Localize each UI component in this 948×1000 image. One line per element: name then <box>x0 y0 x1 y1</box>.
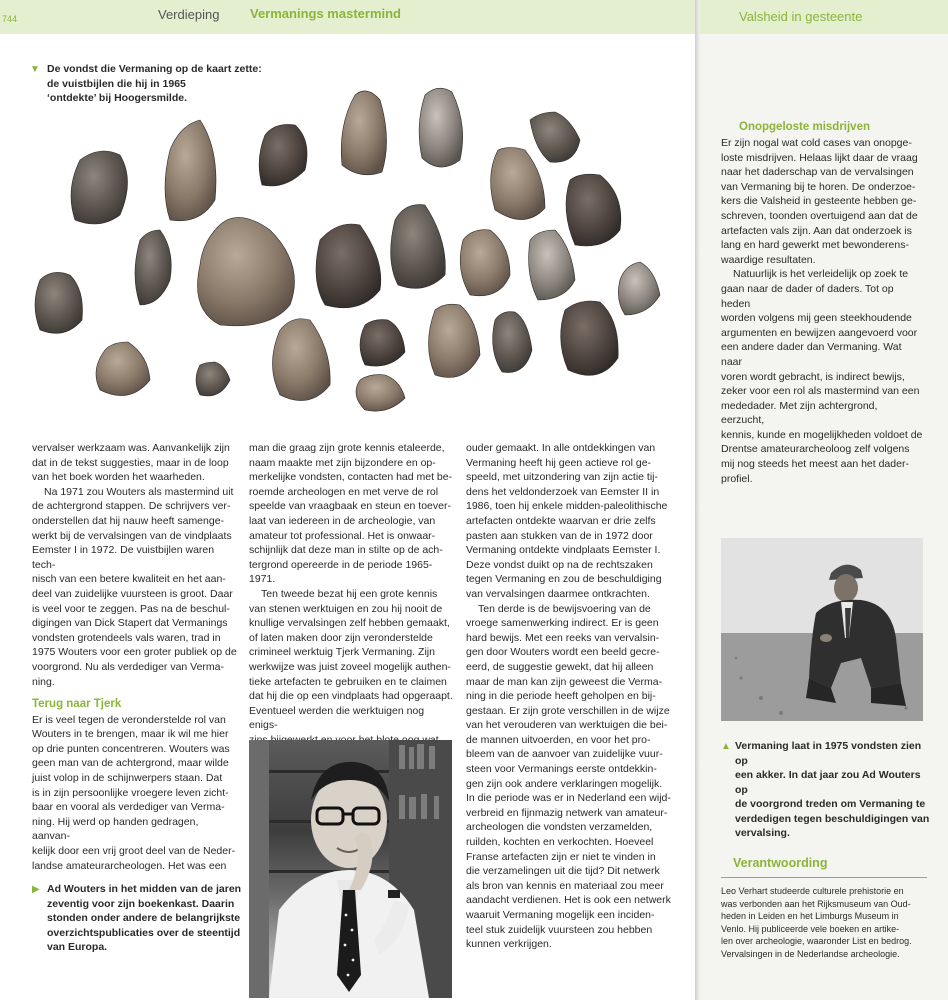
body-column-1: vervalser werkzaam was. Aanvankelijk zijn dat in de tekst suggesties, maar in de loop van het boek worden het waarheden. Na 1971 zou Wouters als mastermind uit de achtergrond stappen. De schrijvers ver- onderstellen dat hij nauw heeft samenge- werkt bij de vervalsingen van de vindplaats Eemster I in 1972. De vuistbijlen waren tech- nisch van een betere kwaliteit en het aan- deel van zuidelijke vuursteen is groot. Daar is veel voor te zeggen. Pas na de beschul- digingen van Dick Stapert dat Vermanings vondsten grotendeels vals waren, trad in 1975 Wouters voor een groter publiek op de voorgrond. Nu als verdediger van Verma- ning. Terug naar Tjerk Er is veel tegen de veronderstelde rol van Wouters in te brengen, maar ik wil me hier op drie punten concentreren. Wouters was geen man van de achtergrond, maar wilde juist volop in de schijnwerpers staan. Dat is in zijn persoonlijke vroegere leven zicht- baar en vooral als verdediger van Verma- ning. Hij werd op handen gedragen, aanvan- kelijk door een vrij groot deel van de Neder- landse amateurarcheologen. Het was een <box>32 442 237 872</box>
page-number: 744 <box>2 14 18 24</box>
vermaning-photo <box>721 538 923 721</box>
caption-arrow-icon: ▼ <box>30 64 40 75</box>
sidebar-text: Er zijn nogal wat cold cases van onopge- loste misdrijven. Helaas lijkt daar de vraag naar het daderschap van de vervalsingen van Vermaning bij te horen. De onderzoe- kers die Valsheid in gesteente hebben ge- schreven, toonden overtuigend aan dat de artefacten vals zijn. Aan dat onderzoek is lang en hard gewerkt met bewonderens- waardige resultaten. Natuurlijk is het verleidelijk op zoek te gaan naar de dader of daders. Tot op heden worden volgens mij geen steekhoudende argumenten en bewijzen aangevoerd voor een andere dader dan Vermaning. Wat naar voren wordt gebracht, is indirect bewijs, zeker voor een rol als mastermind van een mededader. Met zijn achtergrond, eerzucht, kennis, kunde en mogelijkheden voldoet de Drentse amateurarcheoloog zelf volgens mij nog steeds het meest aan het dader- profiel. <box>721 137 923 485</box>
subheading-terug-naar-tjerk: Terug naar Tjerk <box>32 698 122 711</box>
section-label: Verdieping <box>158 7 220 22</box>
chapter-title: Vermanings mastermind <box>250 6 401 21</box>
vermaning-caption: Vermaning laat in 1975 vondsten zien op een akker. In dat jaar zou Ad Wouters op de voorgrond treden om Vermaning te verdedigen tegen beschuldigingen van vervalsing. <box>735 740 930 839</box>
wouters-caption: Ad Wouters in het midden van de jaren zeventig voor zijn boekenkast. Daarin stonden onder andere de belangrijkste overzichtspublicaties over de steentijd van Europa. <box>47 883 242 953</box>
body-column-3: ouder gemaakt. In alle ontdekkingen van Vermaning heeft hij geen actieve rol ge- speeld, met uitzondering van zijn actie tij- dens het veldonderzoek van Eemster II in 1986, toen hij enkele midden-paleolithische artefacten ontdekte waarvan er drie zelfs pasten aan stukken van de in 1972 door Vermaning ontdekte vindplaats Eemster I. Deze vondst duikt op na de rechtszaken tegen Vermaning en zou de beschuldiging van vervalsingen daarmee ontkrachten. Ten derde is de bewijsvoering van de vroege samenwerking indirect. Er is geen hard bewijs. Met een reeks van vervalsin- gen door Wouters wordt een beeld gecre- eerd, de suggestie gewekt, dat hij alleen maar de man kan zijn geweest die Verma- ning in die periode heeft geholpen en bij- gestaan. Er zijn grote verschillen in de wijze van het verouderen van werktuigen die bei- de mannen uitvoerden, en voor het pro- bleem van de aanvoer van zuidelijke vuur- steen voor Vermanings eerste ontdekkin- gen zijn ook andere verklaringen mogelijk. In die periode was er in Nederland een wijd- verbreid en fijnmazig netwerk van amateur- archeologen die vondsten verzamelden, ruilden, kochten en verkochten. Hoeveel Franse artefacten zijn er niet te vinden in die verzamelingen uit die tijd? Dit netwerk als bron van kennis en materiaal zou meer aandacht verdienen. Het is ook een netwerk waaruit Vermaning mogelijk een inciden- teel stuk zuidelijk vuursteen zou hebben kunnen verkrijgen. <box>466 442 671 951</box>
caption-arrow-icon: ▲ <box>721 741 731 752</box>
handaxes-photo <box>20 80 680 430</box>
caption-arrow-icon: ▶ <box>32 884 40 895</box>
body-column-2: man die graag zijn grote kennis etaleerde, naam maakte met zijn bijzondere en op- merkelijke vondsten, contacten had met be- roemde archeologen en met verve de rol speelde van vraagbaak en steun en toever- laat van iedereen in de archeologie, van amateur tot professional. Het is onwaar- schijnlijk dat deze man in stilte op de ach- tergrond opereerde in de periode 1965-1971. Ten tweede bezat hij een grote kennis van stenen werktuigen en zou hij nooit de knullige vervalsingen zelf hebben gemaakt, of laten maken door zijn veronderstelde crimineel werktuig Tjerk Vermaning. Zijn werkwijze was juist zoveel mogelijk authen- tieke artefacten te gebruiken en te claimen dat hij die op een vindplaats had opgeraapt. Eventueel werden die werktuigen nog enigs- <box>249 442 453 732</box>
handaxe-group <box>35 88 660 411</box>
subheading-onopgeloste-misdrijven: Onopgeloste misdrijven <box>739 121 870 133</box>
divider <box>721 877 927 878</box>
right-page-title: Valsheid in gesteente <box>739 9 863 24</box>
stones-caption: De vondst die Vermaning op de kaart zette: de vuistbijlen die hij in 1965 ‘ontdekte’ bij Hoogersmilde. <box>47 63 262 104</box>
verantwoording-heading: Verantwoording <box>733 856 828 870</box>
wouters-photo <box>249 740 452 998</box>
verantwoording-text: Leo Verhart studeerde culturele prehistorie en was verbonden aan het Rijksmuseum van Oud- heden in Leiden en het Limburgs Museum in Venlo. Hij publiceerde vele boeken en artike- len over archeologie, waaronder List en bedrog. Vervalsingen in de Nederlandse archeologie. <box>721 886 912 959</box>
